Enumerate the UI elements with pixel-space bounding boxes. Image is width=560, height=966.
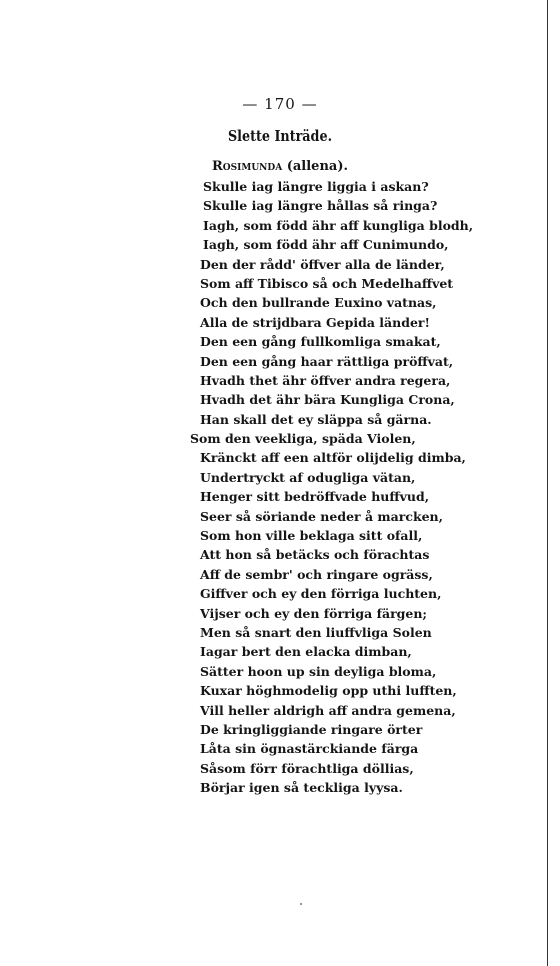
- stage-direction: (allena).: [286, 159, 348, 174]
- page-number: — 170 —: [242, 95, 318, 113]
- verse-line: Kuxar höghmodelig opp uthi lufften,: [200, 683, 457, 699]
- verse-line: Henger sitt bedröffvade huffvud,: [200, 489, 430, 505]
- verse-line: Hvadh thet ähr öffver andra regera,: [200, 372, 451, 388]
- verse-line: De kringliggiande ringare örter: [200, 721, 423, 737]
- verse-line: Iagh, som född ähr aff kungliga blodh,: [203, 217, 474, 233]
- verse-line: Börjar igen så teckliga lyysa.: [200, 780, 403, 796]
- speaker-name: Rosimunda: [212, 159, 283, 174]
- speaker-line: [0, 159, 560, 174]
- verse-line: Den der rådd' öffver alla de länder,: [200, 256, 445, 272]
- verse-line: Som hon ville beklaga sitt ofall,: [200, 528, 423, 544]
- verse-line: Såsom förr förachtliga döllias,: [200, 760, 414, 776]
- verse-line: Låta sin ögnastärckiande färga: [200, 741, 419, 757]
- verse-line: Sätter hoon up sin deyliga bloma,: [200, 663, 437, 679]
- verse-line: Seer så söriande neder å marcken,: [200, 508, 443, 524]
- verse-line: Giffver och ey den förriga luchten,: [200, 586, 442, 602]
- ink-speck: [300, 903, 302, 905]
- verse-line: Skulle iag längre hållas så ringa?: [203, 198, 438, 214]
- page-edge-line: [547, 0, 548, 966]
- verse-line: Iagar bert den elacka dimban,: [200, 644, 412, 660]
- verse-line: Och den bullrande Euxino vatnas,: [200, 295, 437, 311]
- verse-line: Som aff Tibisco så och Medelhaffvet: [200, 275, 454, 291]
- verse-line: Vijser och ey den förriga färgen;: [200, 605, 428, 621]
- verse-line: Aff de sembr' och ringare ogräss,: [200, 566, 433, 582]
- verse-line: Iagh, som född ähr aff Cunimundo,: [203, 237, 449, 253]
- verse-line: Undertryckt af odugliga vätan,: [200, 469, 416, 485]
- verse-line: Alla de strijdbara Gepida länder!: [200, 314, 430, 330]
- scene-title: Slette Inträde.: [227, 127, 333, 145]
- verse-line: Kränckt aff een altför olijdelig dimba,: [200, 450, 466, 466]
- verse-line: Att hon så betäcks och förachtas: [200, 547, 430, 563]
- verse-line: Den een gång fullkomliga smakat,: [200, 334, 441, 350]
- verse-line: Men så snart den liuffvliga Solen: [200, 624, 432, 640]
- verse-line: Vill heller aldrigh aff andra gemena,: [200, 702, 456, 718]
- verse-line: Som den veekliga, späda Violen,: [190, 431, 416, 447]
- verse-line: Hvadh det ähr bära Kungliga Crona,: [200, 392, 455, 408]
- verse-line: Skulle iag längre liggia i askan?: [203, 179, 429, 194]
- verse-line: Den een gång haar rättliga pröffvat,: [200, 353, 454, 369]
- verse-line: Han skall det ey släppa så gärna.: [200, 411, 432, 427]
- verse-block: [190, 177, 480, 798]
